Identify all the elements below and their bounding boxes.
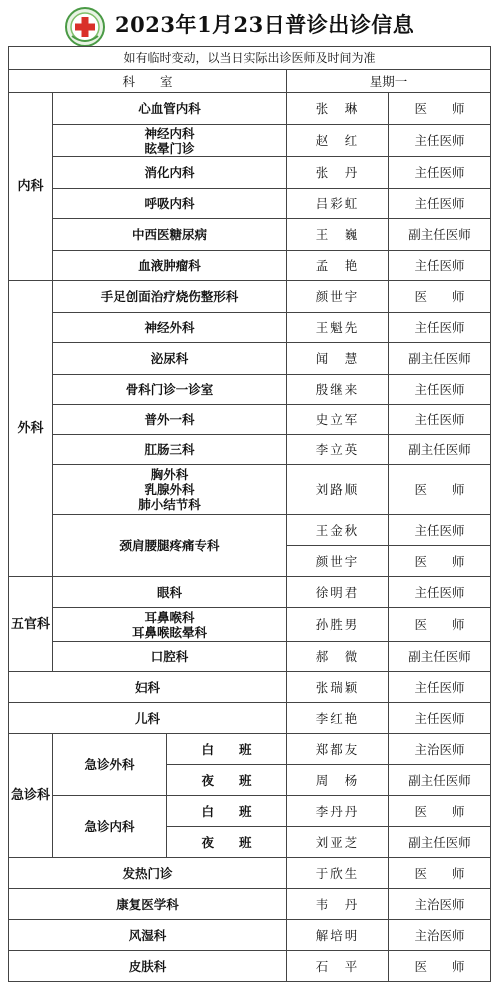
- doctor-name: 吕彩虹: [287, 189, 389, 219]
- table-row: [9, 343, 491, 375]
- doctor-title: 医 师: [389, 546, 491, 577]
- department-name: 肛肠三科: [53, 435, 287, 465]
- doctor-name: 赵 红: [287, 125, 389, 157]
- doctor-title: 副主任医师: [389, 827, 491, 858]
- doctor-title: 医 师: [389, 796, 491, 827]
- table-row: [9, 251, 491, 281]
- hospital-logo-icon: [64, 6, 106, 48]
- department-name: 中西医糖尿病: [53, 219, 287, 251]
- category-label: 急诊科: [9, 734, 53, 858]
- doctor-title: 主任医师: [389, 157, 491, 189]
- department-name: 手足创面治疗烧伤整形科: [53, 281, 287, 313]
- doctor-title: 主治医师: [389, 920, 491, 951]
- department-name: 神经内科 眩晕门诊: [53, 125, 287, 157]
- column-header-dept: 科 室: [9, 70, 287, 93]
- doctor-name: 郑都友: [287, 734, 389, 765]
- table-row: [9, 858, 491, 889]
- department-name: 泌尿科: [53, 343, 287, 375]
- doctor-title: 主任医师: [389, 672, 491, 703]
- doctor-name: 颜世宇: [287, 281, 389, 313]
- table-row: [9, 703, 491, 734]
- doctor-name: 李红艳: [287, 703, 389, 734]
- table-row: [9, 920, 491, 951]
- doctor-name: 王金秋: [287, 515, 389, 546]
- department-name: 风湿科: [9, 920, 287, 951]
- table-row: [9, 734, 491, 765]
- doctor-name: 刘亚芝: [287, 827, 389, 858]
- doctor-name: 徐明君: [287, 577, 389, 608]
- doctor-name: 张瑞颖: [287, 672, 389, 703]
- doctor-title: 副主任医师: [389, 343, 491, 375]
- category-label: 五官科: [9, 577, 53, 672]
- department-name: 普外一科: [53, 405, 287, 435]
- table-row: [9, 435, 491, 465]
- table-row: [9, 672, 491, 703]
- shift-label: 夜 班: [167, 765, 287, 796]
- table-row: [9, 281, 491, 313]
- doctor-title: 医 师: [389, 465, 491, 515]
- department-name: 急诊内科: [53, 796, 167, 858]
- department-name: 皮肤科: [9, 951, 287, 982]
- doctor-title: 主任医师: [389, 125, 491, 157]
- doctor-name: 于欣生: [287, 858, 389, 889]
- shift-label: 夜 班: [167, 827, 287, 858]
- doctor-title: 主治医师: [389, 889, 491, 920]
- department-name: 血液肿瘤科: [53, 251, 287, 281]
- doctor-title: 副主任医师: [389, 765, 491, 796]
- table-row: [9, 515, 491, 546]
- department-name: 心血管内科: [53, 93, 287, 125]
- table-row: [9, 219, 491, 251]
- doctor-title: 副主任医师: [389, 435, 491, 465]
- department-name: 妇科: [9, 672, 287, 703]
- department-name: 口腔科: [53, 642, 287, 672]
- page-header: [0, 0, 500, 46]
- column-header-row: [9, 70, 491, 93]
- doctor-name: 刘路顺: [287, 465, 389, 515]
- table-row: [9, 125, 491, 157]
- doctor-name: 韦 丹: [287, 889, 389, 920]
- department-name: 儿科: [9, 703, 287, 734]
- doctor-title: 主任医师: [389, 375, 491, 405]
- column-header-day: 星期一: [287, 70, 491, 93]
- doctor-title: 副主任医师: [389, 219, 491, 251]
- table-row: [9, 642, 491, 672]
- department-name: 发热门诊: [9, 858, 287, 889]
- table-row: [9, 157, 491, 189]
- table-row: [9, 796, 491, 827]
- doctor-name: 解培明: [287, 920, 389, 951]
- department-name: 呼吸内科: [53, 189, 287, 219]
- department-name: 骨科门诊一诊室: [53, 375, 287, 405]
- table-row: [9, 93, 491, 125]
- doctor-name: 李立英: [287, 435, 389, 465]
- doctor-name: 史立军: [287, 405, 389, 435]
- department-name: 颈肩腰腿疼痛专科: [53, 515, 287, 577]
- category-label: 外科: [9, 281, 53, 577]
- table-row: [9, 313, 491, 343]
- doctor-title: 医 师: [389, 93, 491, 125]
- doctor-title: 主任医师: [389, 313, 491, 343]
- doctor-name: 颜世宇: [287, 546, 389, 577]
- doctor-title: 主治医师: [389, 734, 491, 765]
- page-title: 2023年1月23日普诊出诊信息: [115, 12, 415, 37]
- department-name: 消化内科: [53, 157, 287, 189]
- department-name: 康复医学科: [9, 889, 287, 920]
- doctor-title: 医 师: [389, 608, 491, 642]
- shift-label: 白 班: [167, 796, 287, 827]
- doctor-name: 周 杨: [287, 765, 389, 796]
- table-row: [9, 405, 491, 435]
- department-name: 耳鼻喉科 耳鼻喉眩晕科: [53, 608, 287, 642]
- doctor-title: 主任医师: [389, 251, 491, 281]
- doctor-title: 主任医师: [389, 189, 491, 219]
- doctor-name: 张 丹: [287, 157, 389, 189]
- doctor-name: 孙胜男: [287, 608, 389, 642]
- table-row: [9, 189, 491, 219]
- notice-text: 如有临时变动，以当日实际出诊医师及时间为准: [9, 47, 491, 70]
- doctor-name: 张 琳: [287, 93, 389, 125]
- department-name: 急诊外科: [53, 734, 167, 796]
- table-row: [9, 577, 491, 608]
- table-row: [9, 375, 491, 405]
- doctor-name: 郝 微: [287, 642, 389, 672]
- doctor-name: 孟 艳: [287, 251, 389, 281]
- doctor-title: 医 师: [389, 951, 491, 982]
- doctor-title: 医 师: [389, 281, 491, 313]
- doctor-name: 石 平: [287, 951, 389, 982]
- schedule-table: [8, 46, 491, 982]
- doctor-name: 王魁先: [287, 313, 389, 343]
- doctor-title: 医 师: [389, 858, 491, 889]
- department-name: 眼科: [53, 577, 287, 608]
- table-row: [9, 465, 491, 515]
- doctor-name: 殷继来: [287, 375, 389, 405]
- shift-label: 白 班: [167, 734, 287, 765]
- department-name: 神经外科: [53, 313, 287, 343]
- doctor-name: 李丹丹: [287, 796, 389, 827]
- doctor-title: 主任医师: [389, 703, 491, 734]
- doctor-title: 主任医师: [389, 405, 491, 435]
- doctor-title: 副主任医师: [389, 642, 491, 672]
- table-row: [9, 608, 491, 642]
- notice-row: [9, 47, 491, 70]
- doctor-name: 闻 慧: [287, 343, 389, 375]
- doctor-title: 主任医师: [389, 577, 491, 608]
- category-label: 内科: [9, 93, 53, 281]
- doctor-title: 主任医师: [389, 515, 491, 546]
- department-name: 胸外科 乳腺外科 肺小结节科: [53, 465, 287, 515]
- table-row: [9, 889, 491, 920]
- table-row: [9, 951, 491, 982]
- doctor-name: 王 巍: [287, 219, 389, 251]
